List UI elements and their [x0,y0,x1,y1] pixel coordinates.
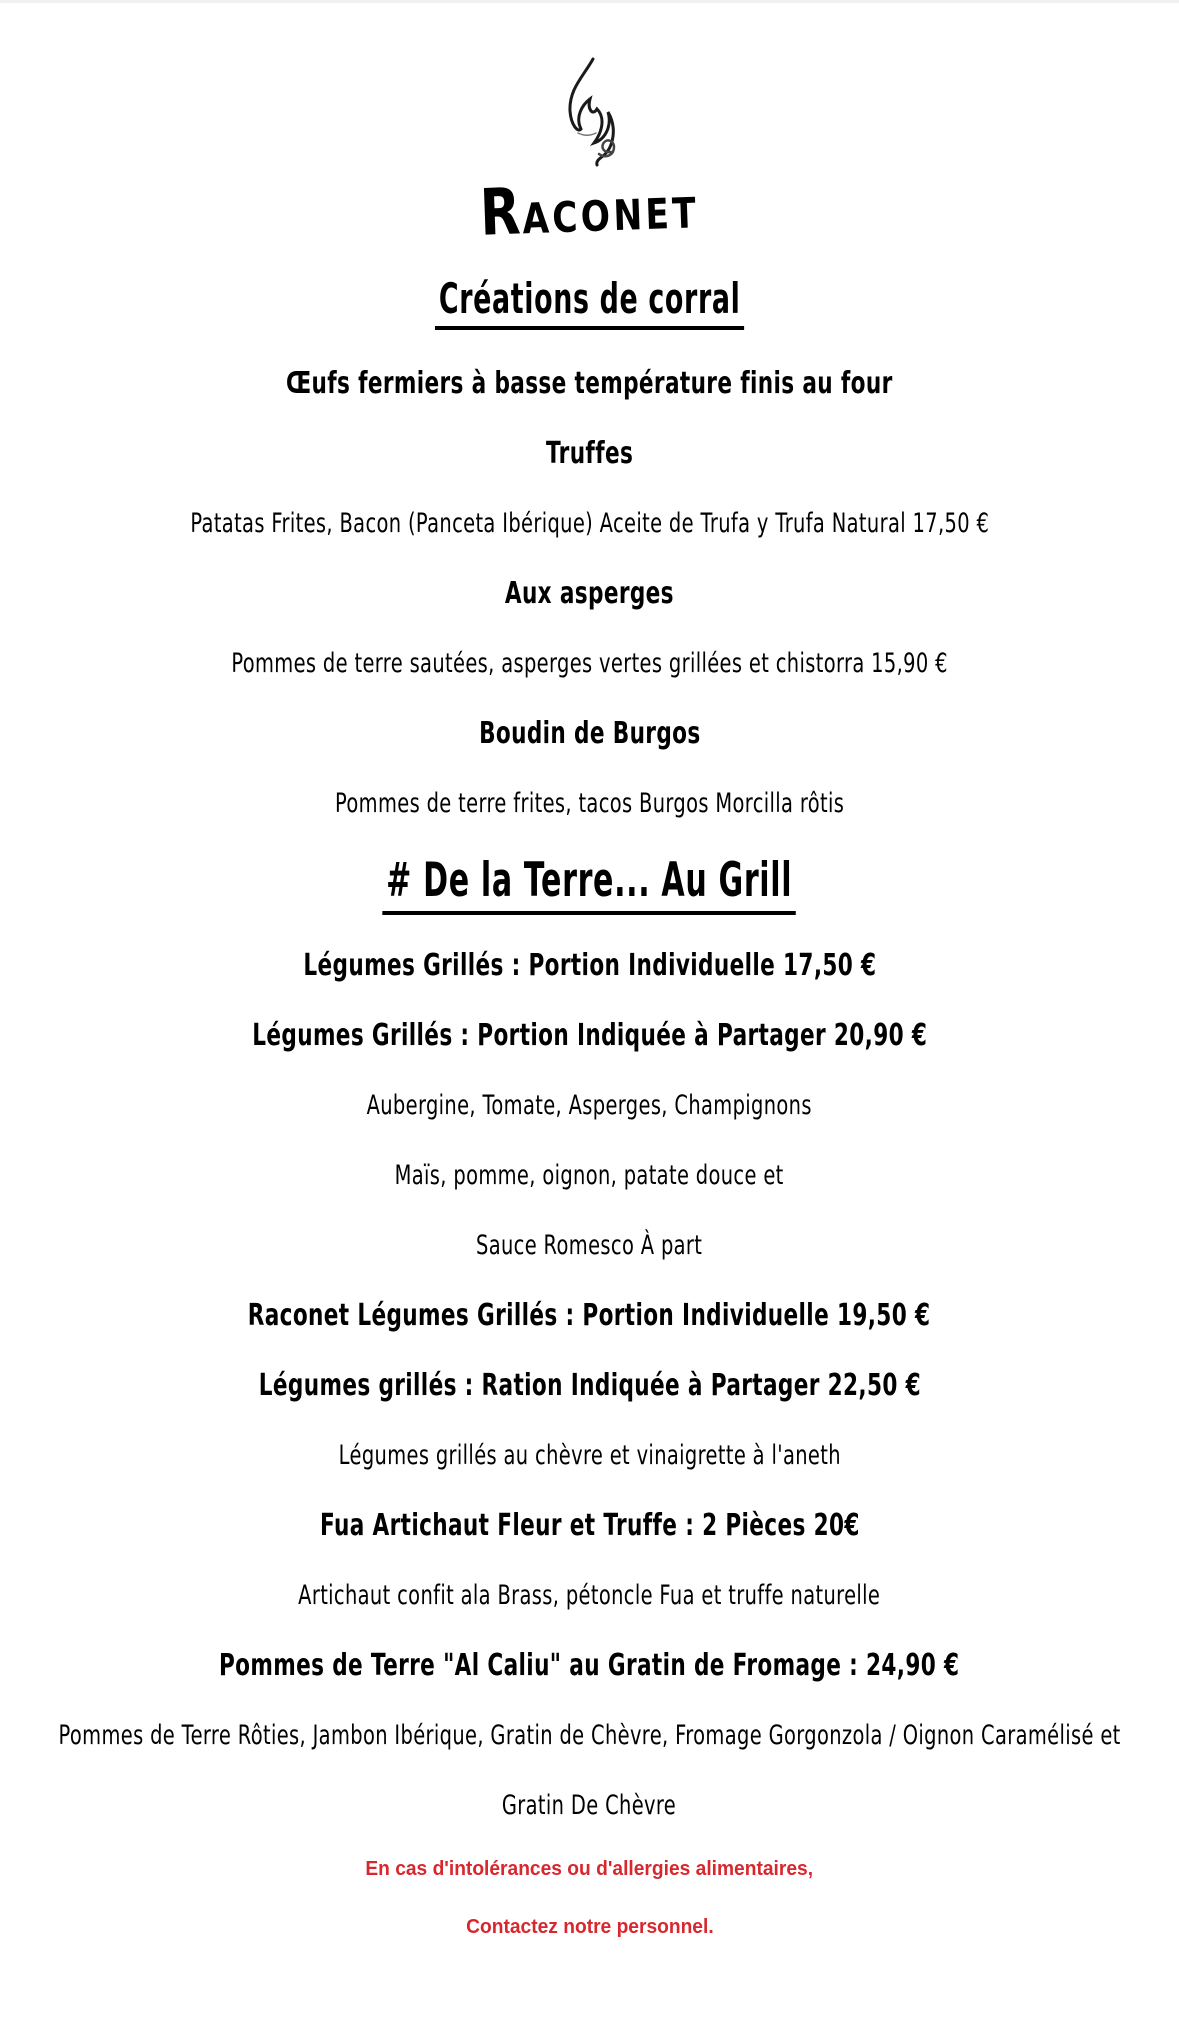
allergy-note-row [0,1840,1179,1898]
menu-item-description: Pommes de terre frites, tacos Burgos Morcilla rôtis [334,787,845,819]
menu-item-row [0,488,1179,558]
menu-item-description: Légumes grillés au chèvre et vinaigrette à l'aneth [338,1439,841,1471]
menu-item-name: Truffes [545,435,634,471]
allergy-notice [0,1840,1179,1956]
menu-item-description: Artichaut confit ala Brass, pétoncle Fua et truffe naturelle [298,1579,881,1611]
menu-item-description: Pommes de terre sautées, asperges vertes grillées et chistorra 15,90 € [231,647,948,679]
menu-item-name: Œufs fermiers à basse température finis au four [286,365,893,401]
menu-item-name: Raconet Légumes Grillés : Portion Individuelle 19,50 € [248,1297,931,1333]
section-title: Créations de corral [435,274,744,330]
menu-item-row [0,1490,1179,1560]
brand-name: RACONET [478,175,700,251]
menu-item-row [0,1630,1179,1700]
menu-item-name: Légumes grillés : Ration Indiquée à Partager 22,50 € [258,1367,921,1403]
allergy-note-row [0,1898,1179,1956]
allergy-note-line: En cas d'intolérances ou d'allergies alimentaires, [365,1857,814,1880]
menu-item-row [0,628,1179,698]
menu-item-description: Aubergine, Tomate, Asperges, Champignons [366,1089,813,1121]
menu-item-row [0,698,1179,768]
menu-item-description: Sauce Romesco À part [476,1229,703,1261]
menu-item-row [0,1070,1179,1140]
menu-item-name: Pommes de Terre "Al Caliu" au Gratin de Fromage : 24,90 € [219,1647,960,1683]
menu-section [0,838,1179,1840]
menu-item-row [0,1700,1179,1770]
menu-item-name: Légumes Grillés : Portion Indiquée à Partager 20,90 € [251,1017,927,1053]
menu-item-row [0,1560,1179,1630]
menu-item-description: Patatas Frites, Bacon (Panceta Ibérique) Aceite de Trufa y Trufa Natural 17,50 € [190,507,989,539]
menu-item-row [0,1140,1179,1210]
section-title-row [0,838,1179,930]
menu-item-row [0,768,1179,838]
menu-item-name: Fua Artichaut Fleur et Truffe : 2 Pièces 20€ [319,1507,860,1543]
menu-item-description: Pommes de Terre Rôties, Jambon Ibérique, Gratin de Chèvre, Fromage Gorgonzola / Oignon Caramélisé et [58,1719,1121,1751]
menu-item-name: Boudin de Burgos [478,715,701,751]
menu-item-row [0,558,1179,628]
menu-item-description: Maïs, pomme, oignon, patate douce et [394,1159,785,1191]
menu-item-row [0,418,1179,488]
menu-item-row [0,1210,1179,1280]
menu-page [0,3,1179,1956]
menu-item-row [0,1420,1179,1490]
menu-item-row [0,348,1179,418]
menu-item-row [0,930,1179,1000]
menu-item-description: Gratin De Chèvre [502,1789,677,1821]
menu-item-row [0,1000,1179,1070]
menu-item-row [0,1350,1179,1420]
menu-item-row [0,1280,1179,1350]
section-title-row [0,256,1179,348]
allergy-note-line: Contactez notre personnel. [465,1915,714,1938]
section-title: # De la Terre... Au Grill [383,853,797,915]
flame-icon [558,55,622,173]
menu-item-name: Aux asperges [504,575,675,611]
menu-section [0,256,1179,838]
menu-sections [0,256,1179,1840]
menu-item-row [0,1770,1179,1840]
menu-item-name: Légumes Grillés : Portion Individuelle 17,50 € [302,947,877,983]
brand-logo [456,3,723,256]
